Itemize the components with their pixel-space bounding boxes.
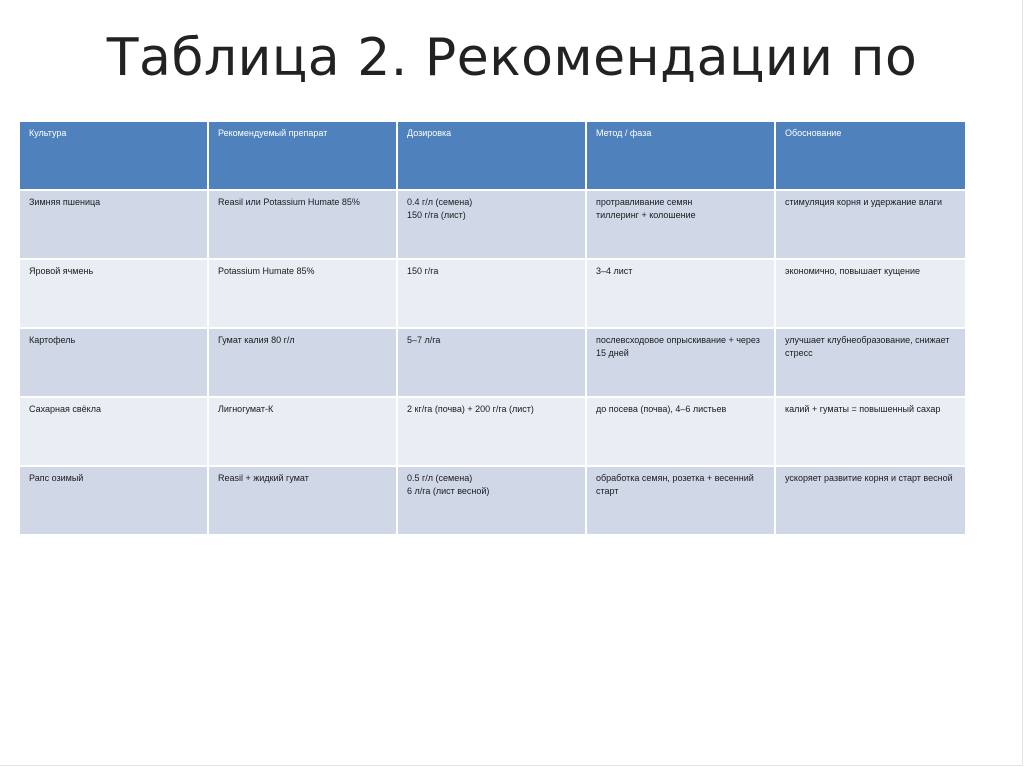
cell-product: Potassium Humate 85% — [208, 259, 397, 328]
slide-title: Таблица 2. Рекомендации по — [106, 28, 918, 88]
header-rationale: Обоснование — [775, 121, 966, 190]
table-row — [19, 328, 966, 397]
cell-product: Лигногумат-К — [208, 397, 397, 466]
cell-product: Reasil + жидкий гумат — [208, 466, 397, 535]
cell-product: Гумат калия 80 г/л — [208, 328, 397, 397]
cell-dosage: 5–7 л/га — [397, 328, 586, 397]
cell-dosage: 150 г/га — [397, 259, 586, 328]
cell-product: Reasil или Potassium Humate 85% — [208, 190, 397, 259]
header-culture: Культура — [19, 121, 208, 190]
cell-rationale: калий + гуматы = повышенный сахар — [775, 397, 966, 466]
table-row — [19, 190, 966, 259]
cell-culture: Картофель — [19, 328, 208, 397]
cell-dosage: 0.5 г/л (семена) 6 л/га (лист весной) — [397, 466, 586, 535]
cell-method: обработка семян, розетка + весенний старт — [586, 466, 775, 535]
cell-rationale: стимуляция корня и удержание влаги — [775, 190, 966, 259]
table-row — [19, 466, 966, 535]
table-row — [19, 259, 966, 328]
table-header-row — [19, 121, 966, 190]
cell-rationale: экономично, повышает кущение — [775, 259, 966, 328]
cell-method: 3–4 лист — [586, 259, 775, 328]
cell-dosage: 2 кг/га (почва) + 200 г/га (лист) — [397, 397, 586, 466]
header-product: Рекомендуемый препарат — [208, 121, 397, 190]
recommendations-table — [18, 120, 967, 536]
header-dosage: Дозировка — [397, 121, 586, 190]
cell-culture: Рапс озимый — [19, 466, 208, 535]
cell-rationale: улучшает клубнеобразование, снижает стресс — [775, 328, 966, 397]
header-method: Метод / фаза — [586, 121, 775, 190]
cell-method: до посева (почва), 4–6 листьев — [586, 397, 775, 466]
cell-method: протравливание семян тиллеринг + колошение — [586, 190, 775, 259]
cell-culture: Зимняя пшеница — [19, 190, 208, 259]
cell-culture: Сахарная свёкла — [19, 397, 208, 466]
cell-rationale: ускоряет развитие корня и старт весной — [775, 466, 966, 535]
cell-method: послевсходовое опрыскивание + через 15 дней — [586, 328, 775, 397]
cell-dosage: 0.4 г/л (семена) 150 г/га (лист) — [397, 190, 586, 259]
cell-culture: Яровой ячмень — [19, 259, 208, 328]
table-row — [19, 397, 966, 466]
